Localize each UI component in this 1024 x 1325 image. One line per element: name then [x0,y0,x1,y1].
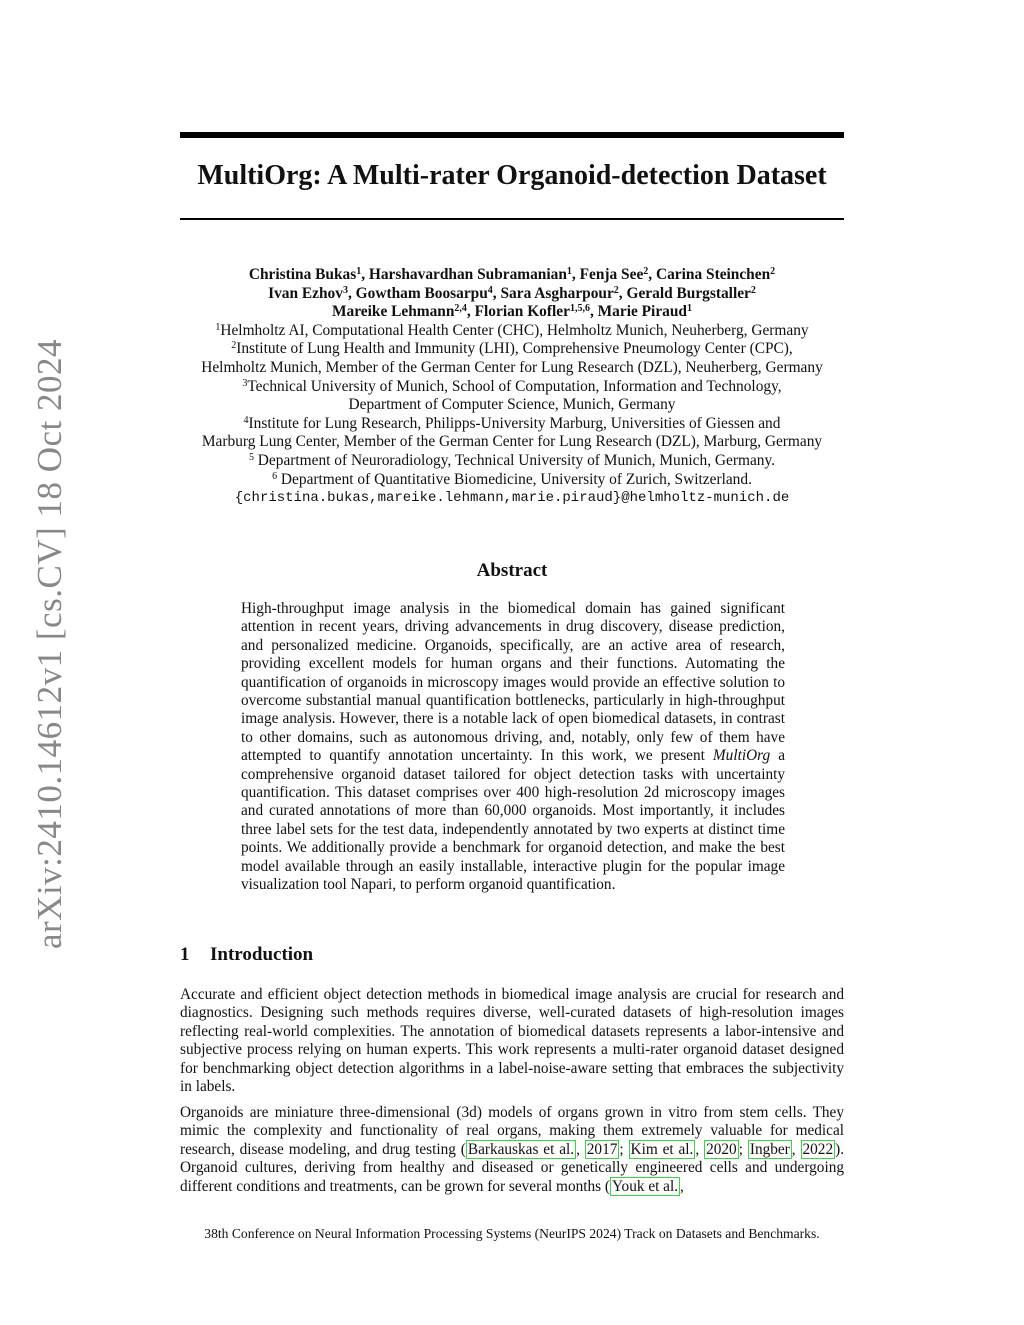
author-name: Mareike Lehmann [332,303,455,321]
author-affil-sup: 1,5,6 [569,303,590,315]
affil-text: Department of Neuroradiology, Technical University of Munich, Munich, Germany. [253,451,776,469]
paper-title: MultiOrg: A Multi-rater Organoid-detection Dataset [197,160,827,191]
abstract-heading: Abstract [476,560,548,581]
paragraph-text: ). Organoid cultures, deriving from healthy and diseased or genetically engineered cells and undergoing different conditions and treatments, can be grown for several months ( [180,1140,845,1195]
affil-text: Institute for Lung Research, Philipps-University Marburg, Universities of Giessen and [248,414,781,432]
author-affil-sup: 2 [613,284,619,296]
citation-sep: ; [738,1140,748,1158]
author-line: Ivan Ezhov$^3$, Gowtham Boosarpu$^4$, Sara Asgharpour$^2$, Gerald Burgstaller$^2$ [268,284,756,302]
affiliation-line [170,340,854,359]
author-line: Christina Bukas$^1$, Harshavardhan Subramanian$^1$, Fenja See$^2$, Carina Steinchen$^2$ [248,266,776,283]
affil-text: Helmholtz AI, Computational Health Center (CHC), Helmholtz Munich, Neuherberg, Germany [220,321,809,339]
author-affil-sup: 2 [770,266,776,277]
title-bottom-rule [180,218,844,220]
intro-paragraph-1: Accurate and efficient object detection methods in biomedical image analysis are crucial for research and diagnostics. Designing such methods requires diverse, well-curated datasets of high-resolution images reflecting real-world complexities. The annotation of biomedical datasets represents a labor-intensive and subjective process relying on human experts. This work represents a multi-rater organoid dataset designed for benchmarking object detection algorithms in a label-noise-aware setting that embraces the subjectivity in labels. [180,986,844,1096]
affiliation-line [170,378,854,397]
contact-email: {christina.bukas,mareike.lehmann,marie.piraud}@helmholtz-munich.de [234,490,790,507]
affil-sup: 4 [243,414,249,426]
citation-link[interactable]: Barkauskas et al. [467,1140,575,1158]
abstract-text-part: High-throughput image analysis in the biomedical domain has gained significant attention in recent years, driving advancements in drug discovery, disease prediction, and personalized medicine. Organoids, specifically, are an active area of research, providing excellent models for human organs and their functions. Automating the quantification of organoids in microscopy images would provide an effective solution to overcome substantial manual quantification bottlenecks, particularly in high-throughput image analysis. However, there is a notable lack of open biomedical datasets, in contrast to other domains, such as autonomous driving, and, notably, only few of them have attempted to quantify annotation uncertainty. In this work, we present [241,600,785,765]
affil-sup: 1 [215,321,221,333]
affiliation-line [170,452,854,471]
affiliation-line: Helmholtz Munich, Member of the German Center for Lung Research (DZL), Neuherberg, Germany [201,358,823,376]
affil-sup: 2 [231,340,237,352]
author-affil-sup: 2 [750,284,756,296]
author-affil-sup: 2 [643,266,649,277]
author-name: Harshavardhan Subramanian [368,266,567,283]
citation-sep: , [791,1140,801,1158]
affil-text: Technical University of Munich, School of Computation, Information and Technology, [247,377,782,395]
affil-text: Department of Quantitative Biomedicine, University of Zurich, Switzerland. [277,470,752,488]
author-name: Ivan Ezhov [268,284,343,302]
affiliation-line [170,471,854,490]
citation-link[interactable]: Youk et al. [612,1177,679,1195]
citation-link[interactable]: Kim et al. [630,1140,694,1158]
affil-text: Institute of Lung Health and Immunity (LHI), Comprehensive Pneumology Center (CPC), [236,340,793,358]
intro-paragraph-2 [180,1104,844,1196]
conference-footer: 38th Conference on Neural Information Processing Systems (NeurIPS 2024) Track on Datasets and Benchmarks. [204,1226,820,1241]
affiliation-line: Marburg Lung Center, Member of the German Center for Lung Research (DZL), Marburg, Germany [201,433,823,451]
affil-sup: 5 [248,451,254,463]
author-line: Mareike Lehmann$^{2,4}$, Florian Kofler$^{1,5,6}$, Marie Piraud$^1$ [332,303,692,321]
section-title: Introduction [210,944,314,965]
author-name: Gowtham Boosarpu [355,284,488,302]
affil-sup: 6 [272,470,278,482]
author-name: Marie Piraud [597,303,687,321]
author-block [170,266,854,508]
affil-sup: 3 [242,377,248,389]
affiliation-line [170,322,854,341]
author-name: Fenja See [579,266,644,283]
author-name: Gerald Burgstaller [626,284,751,302]
author-name: Christina Bukas [248,266,357,283]
paragraph-text: Organoids are miniature three-dimensional (3d) models of organs grown in vitro from stem cells. They mimic the complexity and functionality of real organs, making them extremely valuable for medical research, disease modeling, and drug testing ( [180,1104,844,1158]
citation-sep: ; [619,1140,629,1158]
abstract-text [241,600,785,895]
author-affil-sup: 1 [356,266,362,277]
abstract-text-part: a comprehensive organoid dataset tailored for object detection tasks with uncertainty quantification. This dataset comprises over 400 high-resolution 2d microscopy images and curated annotations of more than 60,000 organoids. Most importantly, it includes three label sets for the test data, independently annotated by two experts at distinct time points. We additionally provide a benchmark for organoid detection, and make the best model available through an easily installable, interactive plugin for the popular image visualization tool Napari, to perform organoid quantification. [241,747,785,894]
author-name: Carina Steinchen [655,266,771,283]
author-affil-sup: 3 [342,284,348,296]
citation-sep: , [695,1140,705,1158]
section-number: 1 [180,944,190,965]
citation-link[interactable]: 2020 [706,1140,737,1158]
section-heading-introduction [180,944,313,966]
title-top-rule [180,132,844,138]
citation-link[interactable]: 2022 [802,1140,834,1158]
author-name: Sara Asgharpour [500,284,614,302]
author-affil-sup: 1 [566,266,572,277]
citation-sep: , [680,1177,684,1195]
arxiv-side-stamp: arXiv:2410.14612v1 [cs.CV] 18 Oct 2024 [30,338,69,950]
citation-link[interactable]: Ingber [749,1140,790,1158]
dataset-name: MultiOrg [712,747,771,765]
author-affil-sup: 1 [686,303,692,315]
citation-link[interactable]: 2017 [586,1140,618,1158]
affiliation-line: Department of Computer Science, Munich, Germany [348,396,676,414]
affiliation-line [170,415,854,434]
author-affil-sup: 4 [487,284,493,296]
author-affil-sup: 2,4 [454,303,467,315]
citation-sep: , [576,1140,585,1158]
author-name: Florian Kofler [474,303,570,321]
